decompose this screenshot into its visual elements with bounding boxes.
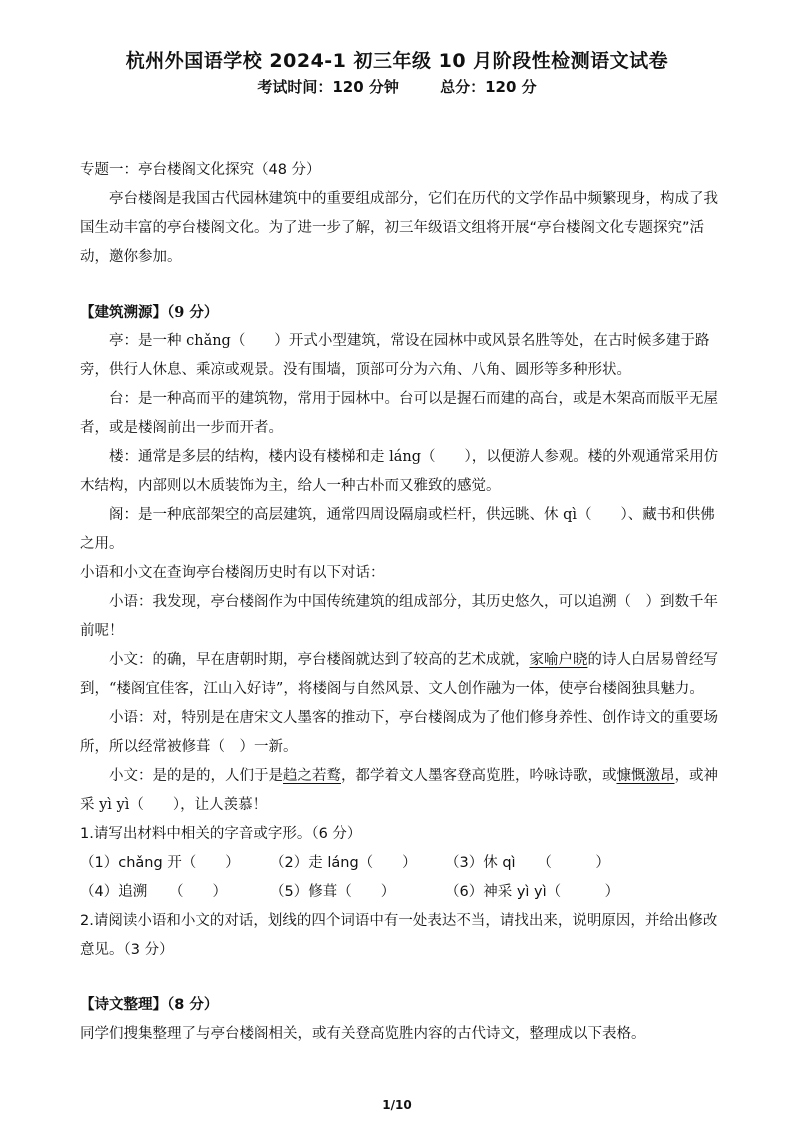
- question-1-row-2: [80, 878, 720, 907]
- answer-item: （2）走 láng（ ）: [270, 855, 417, 871]
- paragraph-ting: 亭：是一种 chǎng（ ）开式小型建筑，常设在园林中或风景名胜等处，在古时候多建于路旁，供行人休息、乘凉或观景。没有围墙，顶部可分为六角、八角、圆形等多种形状。: [80, 333, 710, 378]
- poetry-intro: 同学们搜集整理了与亭台楼阁相关，或有关登高览胜内容的古代诗文，整理成以下表格。: [80, 1026, 646, 1042]
- dialog-text: 小文：是的是的，人们于是: [109, 768, 283, 784]
- underlined-phrase: 慷慨激昂: [616, 768, 675, 784]
- underlined-phrase: 趋之若鹜: [283, 768, 341, 784]
- exam-info: [0, 76, 794, 97]
- dialog-text: 的诗人白居易曾经写到，“楼阁宜佳客，江山入好诗”，将楼阁与自然风景、文人创作融为一体，使亭台楼阁独具魅力。: [80, 652, 718, 697]
- dialog-text: 小文：的确，早在唐朝时期，亭台楼阁就达到了较高的艺术成就，: [109, 652, 530, 668]
- answer-item: （3）休 qì （ ）: [445, 855, 610, 871]
- underlined-phrase: 家喻户晓: [529, 652, 588, 668]
- section-heading-poetry: 【诗文整理】（8 分）: [80, 997, 219, 1013]
- dialog-text: ，或神采 yì yì（ ），让人羡慕！: [80, 768, 718, 813]
- question-2: 2.请阅读小语和小文的对话，划线的四个词语中有一处表达不当，请找出来，说明原因，并给出修改意见。（3 分）: [80, 913, 718, 958]
- exam-score: 总分：120 分: [440, 78, 537, 96]
- paragraph-tai: 台：是一种高而平的建筑物，常用于园林中。台可以是握石而建的高台，或是木架高而版平无屋者，或是楼阁前出一步而开者。: [80, 391, 718, 436]
- exam-title: 杭州外国语学校 2024-1 初三年级 10 月阶段性检测语文试卷: [125, 50, 669, 72]
- exam-time: 考试时间：120 分钟: [257, 78, 399, 96]
- answer-item: （1）chǎng 开（ ）: [80, 855, 240, 871]
- dialog-line-3: 小语：对，特别是在唐宋文人墨客的推动下，亭台楼阁成为了他们修身养性、创作诗文的重要场所，所以经常被修葺（ ）一新。: [80, 710, 718, 755]
- answer-item: （4）追溯 （ ）: [80, 884, 227, 900]
- dialog-text: ，都学着文人墨客登高览胜，吟咏诗歌，或: [341, 768, 617, 784]
- dialog-line-2: [80, 646, 720, 704]
- paragraph-ge: 阁：是一种底部架空的高层建筑，通常四周设隔扇或栏杆，供远眺、休 qì（ ）、藏书和供佛之用。: [80, 507, 715, 552]
- page-number: 1/10: [382, 1098, 412, 1112]
- exam-body: [80, 156, 720, 1049]
- question-1: 1.请写出材料中相关的字音或字形。（6 分）: [80, 826, 362, 842]
- question-1-row-1: [80, 849, 720, 878]
- topic-intro: 亭台楼阁是我国古代园林建筑中的重要组成部分，它们在历代的文学作品中频繁现身，构成了我国生动丰富的亭台楼阁文化。为了进一步了解，初三年级语文组将开展“亭台楼阁文化专题探究”活动，邀你参加。: [80, 191, 718, 265]
- section-heading-architecture: 【建筑溯源】（9 分）: [80, 304, 219, 321]
- dialog-intro: 小语和小文在查询亭台楼阁历史时有以下对话：: [80, 565, 385, 581]
- answer-item: （6）神采 yì yì（ ）: [445, 884, 620, 900]
- topic-heading: 专题一：亭台楼阁文化探究（48 分）: [80, 162, 321, 178]
- paragraph-lou: 楼：通常是多层的结构，楼内设有楼梯和走 láng（ ），以便游人参观。楼的外观通常采用仿木结构，内部则以木质装饰为主，给人一种古朴而又雅致的感觉。: [80, 449, 719, 494]
- dialog-line-4: [80, 762, 720, 820]
- dialog-line-1: 小语：我发现，亭台楼阁作为中国传统建筑的组成部分，其历史悠久，可以追溯（ ）到数千年前呢！: [80, 594, 718, 639]
- answer-item: （5）修葺（ ）: [270, 884, 396, 900]
